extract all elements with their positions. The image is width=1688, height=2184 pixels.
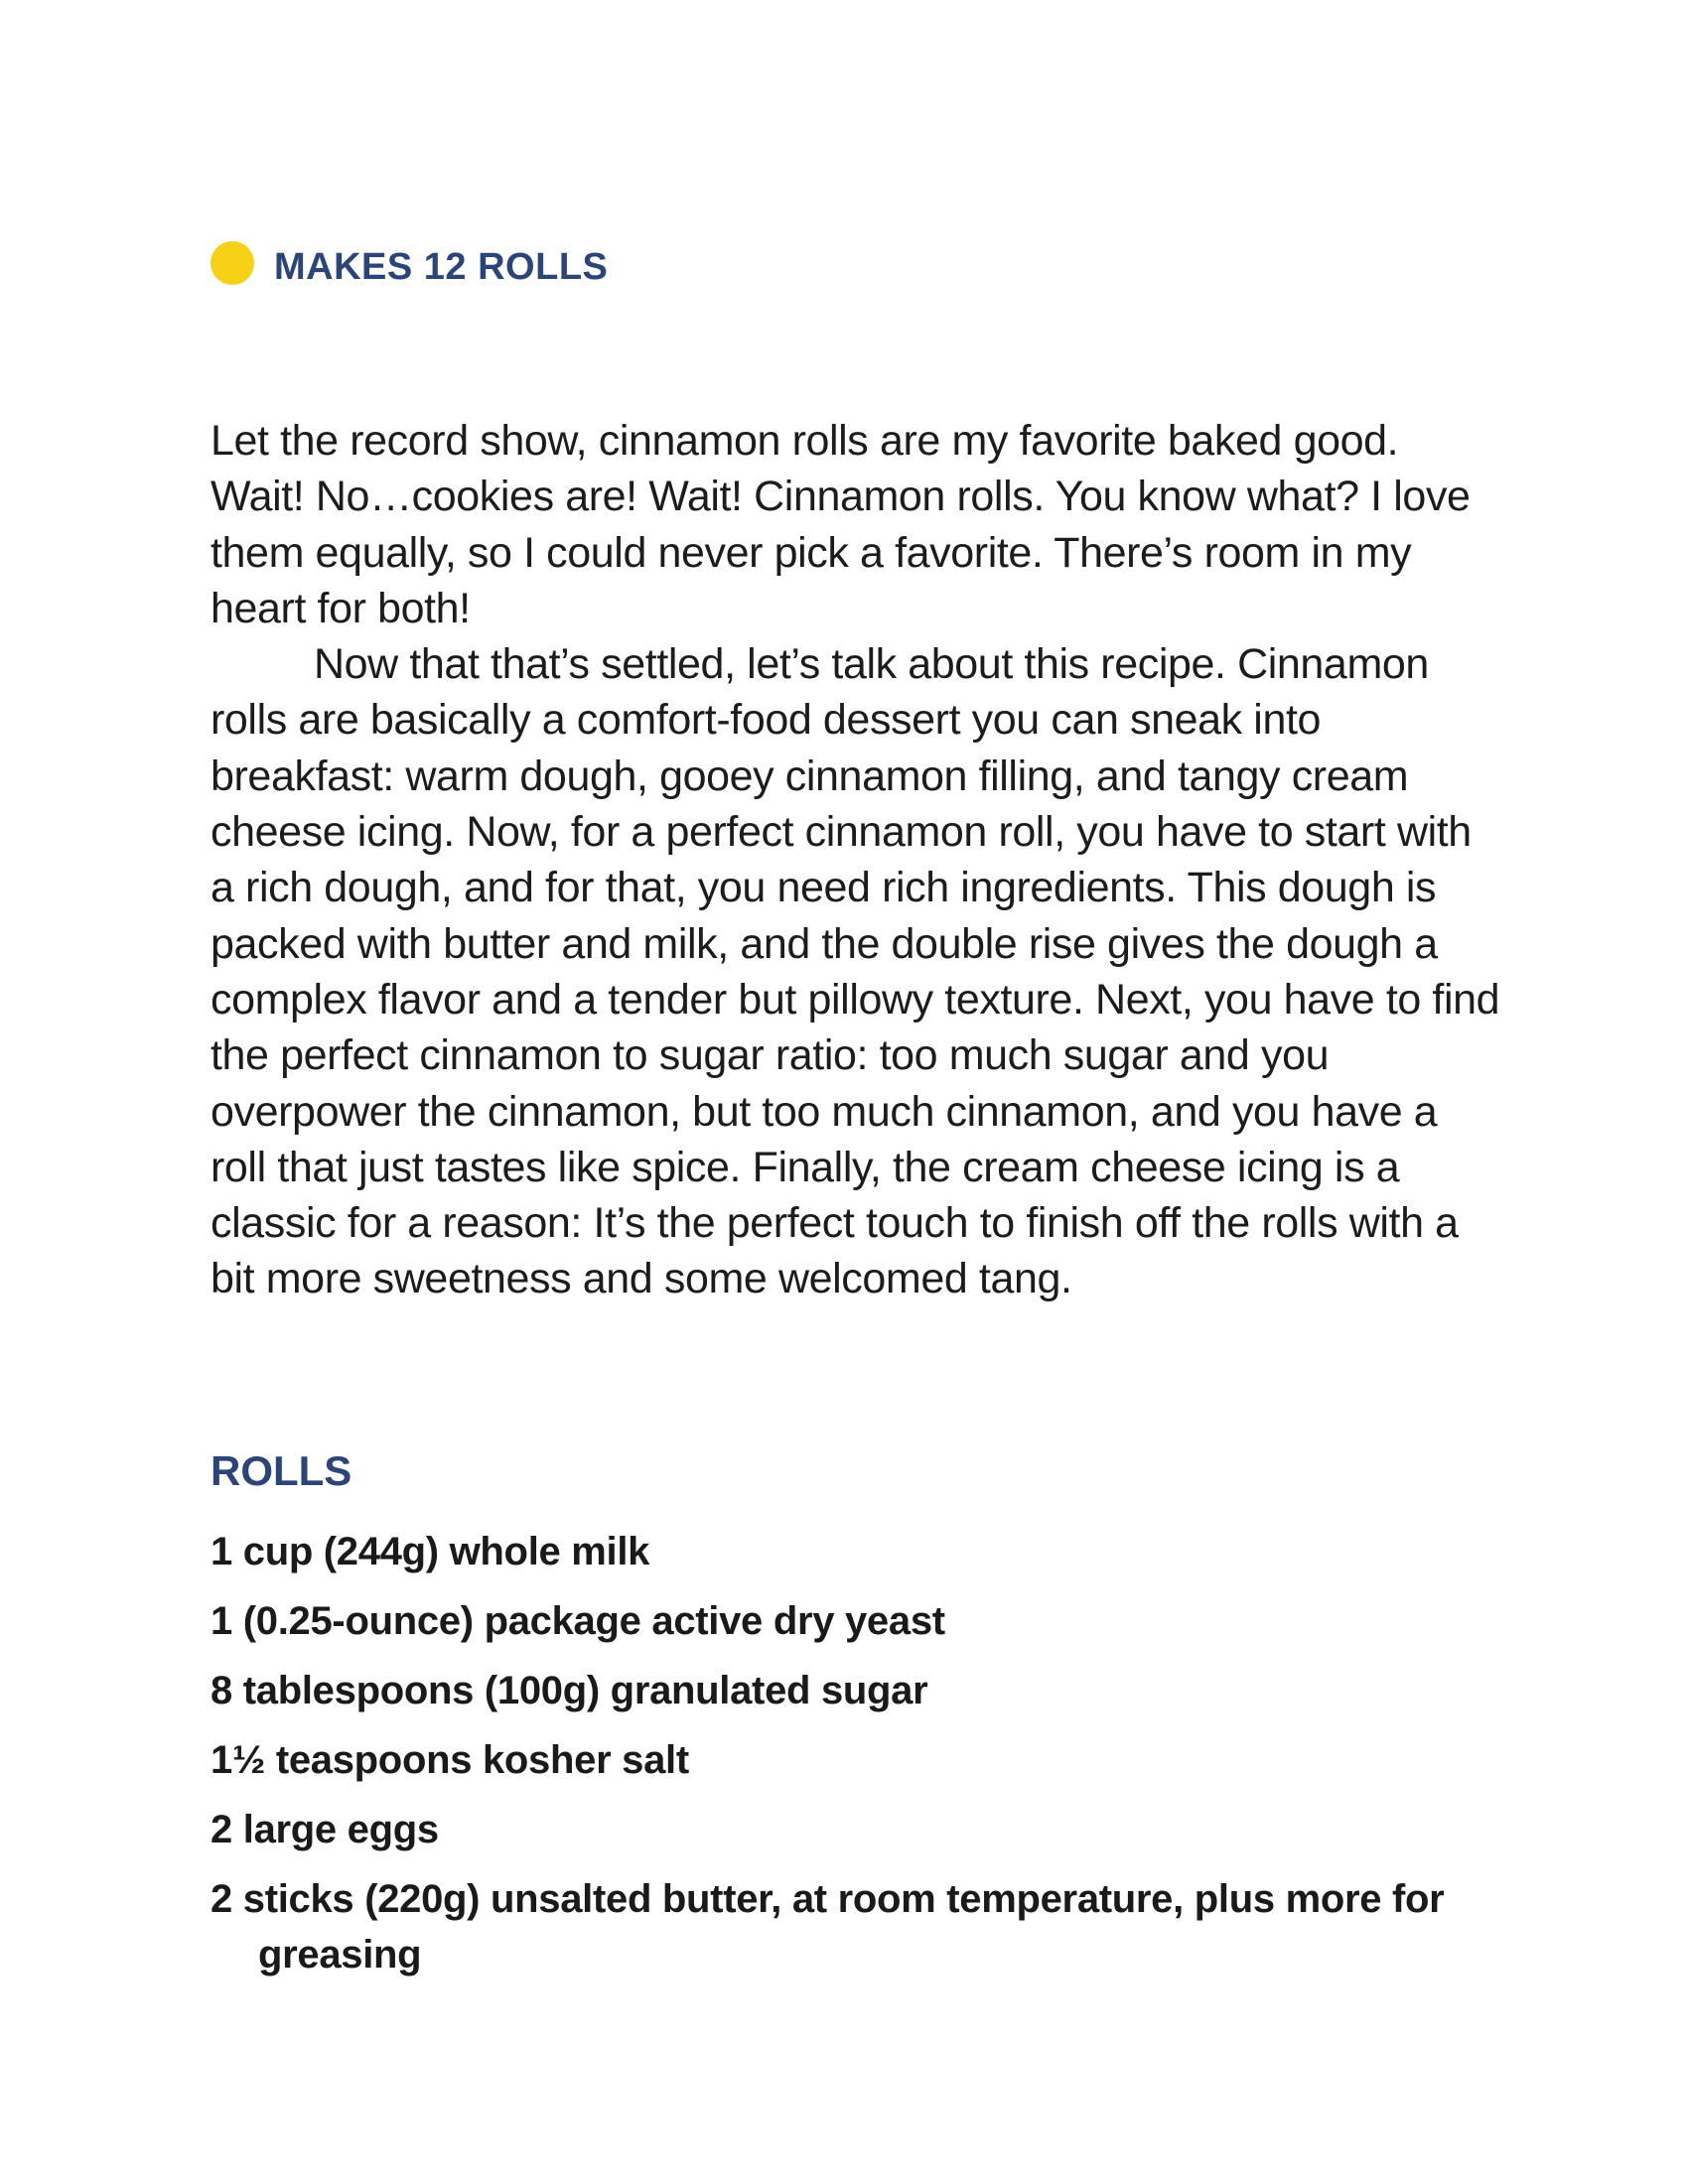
yield-bullet-dot [211, 241, 254, 285]
yield-header [211, 238, 608, 288]
intro-paragraph: Now that that’s settled, let’s talk about this recipe. Cinnamon rolls are basically a comfort-food dessert you can sneak into breakfast: warm dough, gooey cinnamon filling, and tangy cream cheese icing. Now, for a perfect cinnamon roll, you have to start with a rich dough, and for that, you need rich ingredients. This dough is packed with butter and milk, and the double rise gives the dough a complex flavor and a tender but pillowy texture. Next, you have to find the perfect cinnamon to sugar ratio: too much sugar and you overpower the cinnamon, but too much cinnamon, and you have a roll that just tastes like spice. Finally, the cream cheese icing is a classic for a reason: It’s the perfect touch to finish off the rolls with a bit more sweetness and some welcomed tang. [211, 640, 1500, 1303]
section-heading-rolls: ROLLS [211, 1447, 352, 1494]
ingredient-item: 1½ teaspoons kosher salt [211, 1738, 689, 1782]
yield-label: MAKES 12 ROLLS [274, 245, 609, 288]
ingredient-item: 2 sticks (220g) unsalted butter, at room temperature, plus more for greasing [211, 1877, 1445, 1977]
intro-paragraph: Let the record show, cinnamon rolls are my favorite baked good. Wait! No…cookies are! Wait! Cinnamon rolls. You know what? I love them equally, so I could never pick a favorite. There’s room in my heart for both! [211, 417, 1471, 632]
ingredient-item: 8 tablespoons (100g) granulated sugar [211, 1669, 928, 1712]
ingredient-item: 1 cup (244g) whole milk [211, 1530, 650, 1573]
ingredient-item: 1 (0.25-ounce) package active dry yeast [211, 1599, 945, 1643]
ingredient-list [211, 1524, 1501, 1996]
intro-text [211, 413, 1501, 1307]
ingredient-item: 2 large eggs [211, 1808, 439, 1851]
